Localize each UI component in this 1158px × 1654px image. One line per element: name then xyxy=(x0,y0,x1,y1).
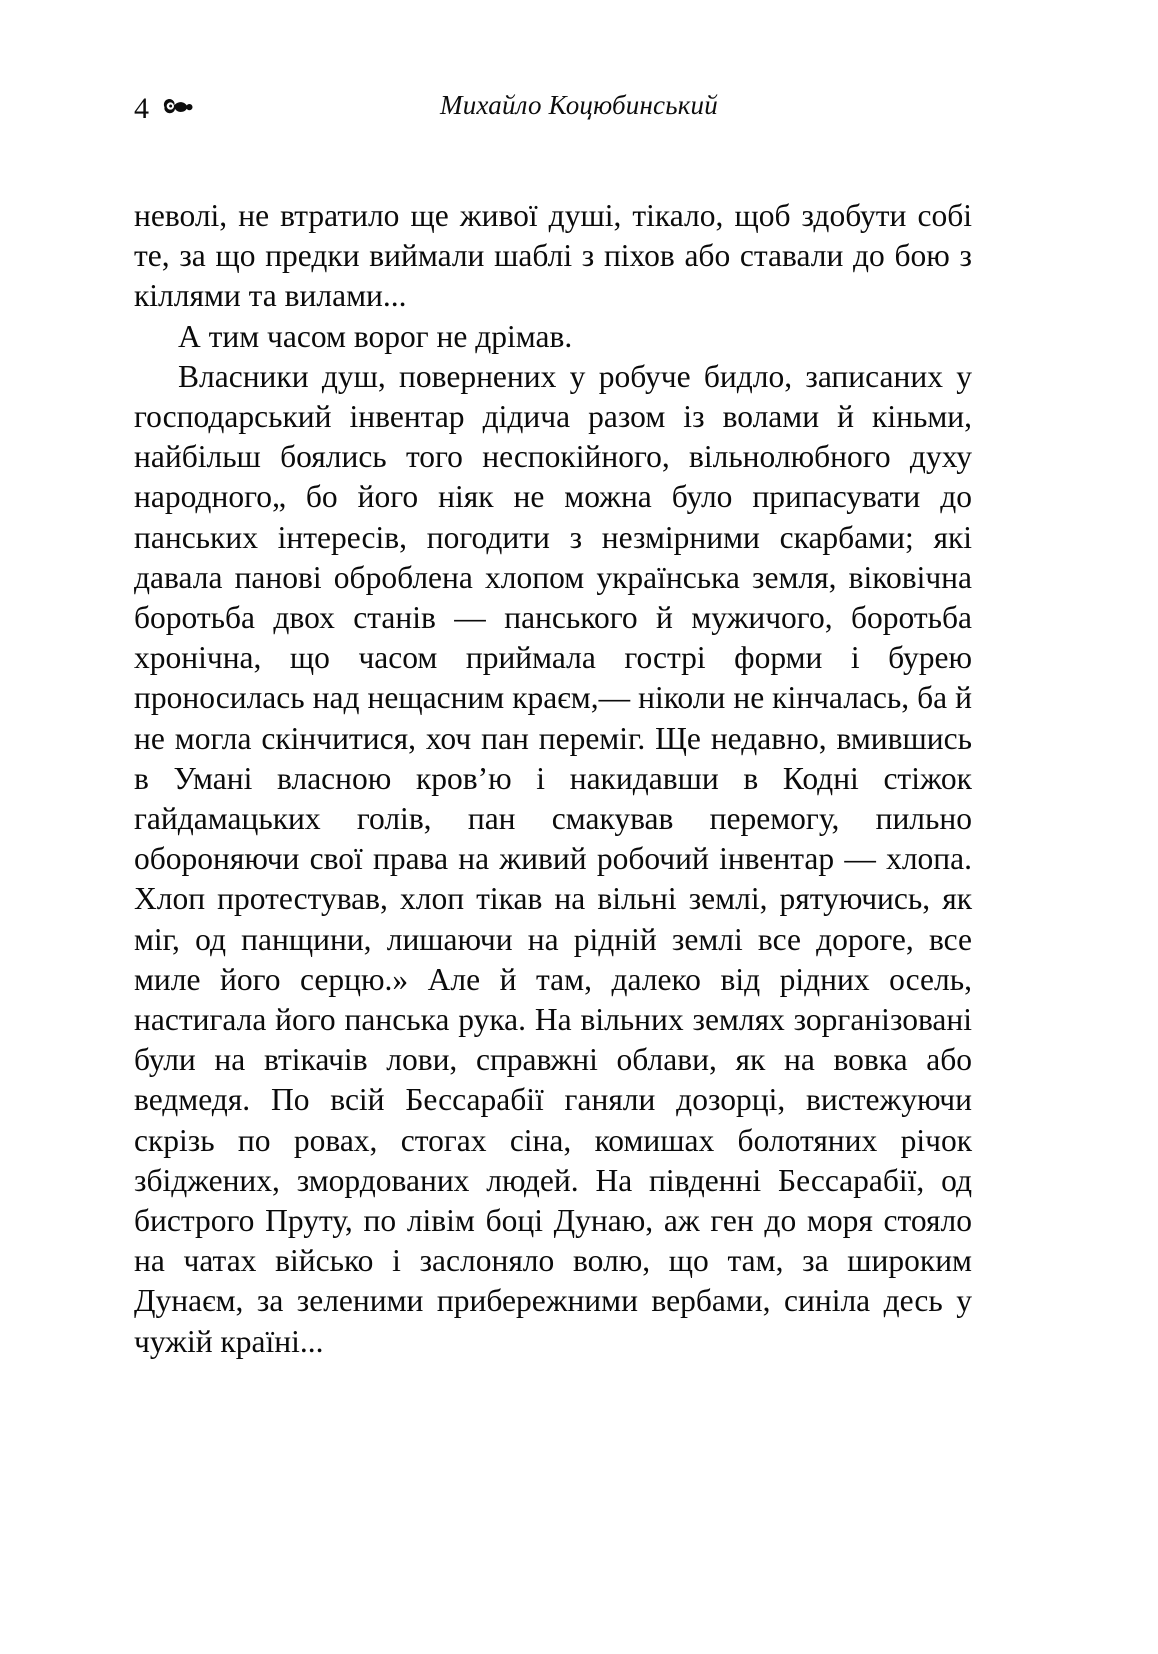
paragraph-owners: Власники душ, повернених у робуче бидло, записаних у господарський інвентар дідича разом із волами й кіньми, найбільш боялись того неспокійного, вільнолюбного духу народного„ бо його ніяк не можна було припасувати до панських інтересів, погодити з незмірними скарбами; які давала панові оброблена хлопом українська земля, віковічна боротьба двох станів — панського й мужичого, боротьба хронічна, що часом приймала гострі форми і бурею проносилась над нещасним краєм,— ніколи не кінчалась, ба й не могла скінчитися, хоч пан переміг. Ще недавно, вмившись в Умані власною кров’ю і накидавши в Кодні стіжок гайдамацьких голів, пан смакував перемогу, пильно обороняючи свої права на живий робочий інвентар — хлопа. Хлоп протестував, хлоп тікав на вільні землі, рятуючись, як міг, од панщини, лишаючи на рідній землі все дороге, все миле його серцю.» Але й там, далеко від рідних осель, настигала його панська рука. На вільних землях зорганізовані були на втікачів лови, справжні облави, як на вовка або ведмедя. По всій Бессарабії ганяли дозорці, вистежуючи скрізь по ровах, стогах сіна, комишах болотяних річок збіджених, змордованих людей. На південні Бессарабії, од бистрого Пруту, по лівім боці Дунаю, аж ген до моря стояло на чатах військо і заслоняло волю, що там, за широким Дунаєм, за зеленими прибережними вербами, синіла десь у чужій країні... xyxy=(134,358,972,1359)
paragraph-continued: неволі, не втратило ще живої душі, тікало, щоб здобути собі те, за що предки виймали шаблі з піхов або ставали до бою з кіллями та вилами... xyxy=(134,198,972,314)
paragraph-enemy: А тим часом ворог не дрімав. xyxy=(178,318,573,354)
page-number: 4 xyxy=(134,92,149,125)
body-text-block xyxy=(134,196,972,1362)
running-head xyxy=(134,88,1024,130)
running-head-title: Михайло Коцюбинський xyxy=(440,90,718,120)
